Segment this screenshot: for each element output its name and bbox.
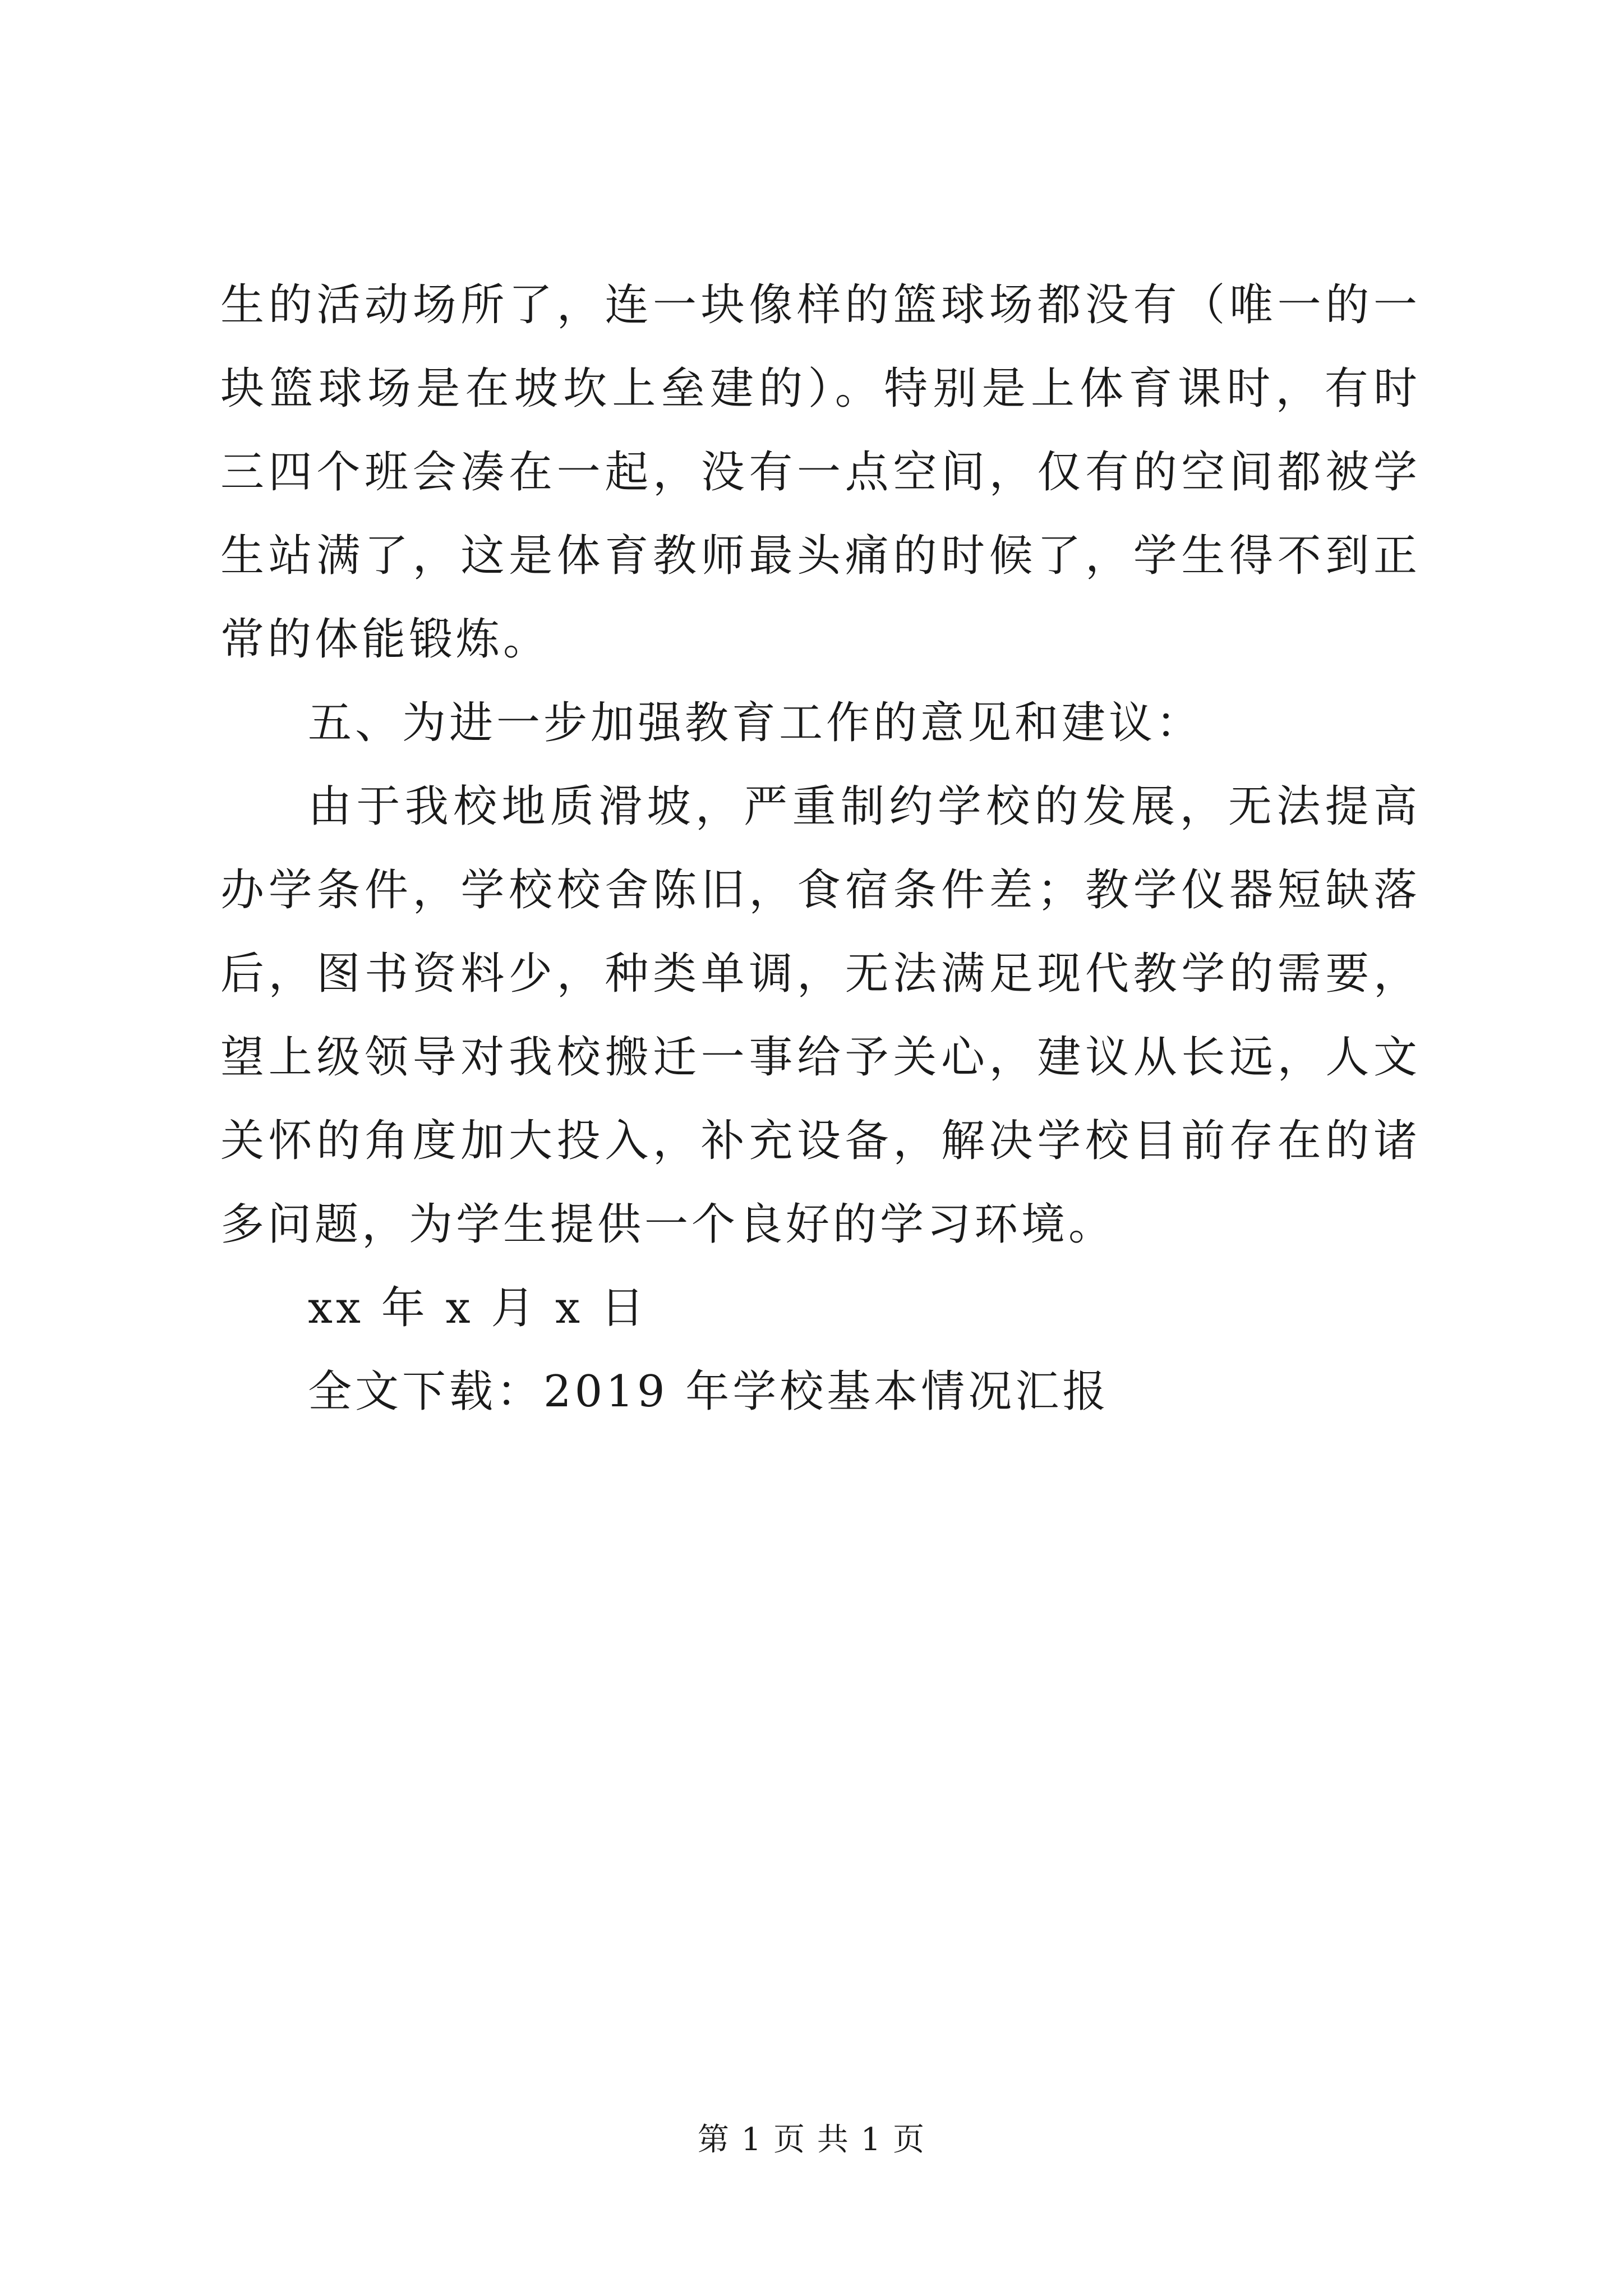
- section-heading-five: 五、为进一步加强教育工作的意见和建议：: [308, 698, 1204, 748]
- download-line: 全文下载：2019 年学校基本情况汇报: [308, 1366, 1110, 1417]
- date-line: xx 年 x 月 x 日: [308, 1283, 648, 1333]
- paragraph-suggestions: 由于我校地质滑坡，严重制约学校的发展，无法提高办学条件，学校校舍陈旧，食宿条件差；教学仪器短缺落后，图书资料少，种类单调，无法满足现代教学的需要，望上级领导对我校搬迁一事给予关心，建议从长远，人文关怀的角度加大投入，补充设备，解决学校目前存在的诸多问题，为学生提供一个良好的学习环境。: [220, 781, 1421, 1250]
- page-footer: 第 1 页 共 1 页: [697, 2122, 926, 2158]
- document-body: [220, 264, 1421, 1434]
- paragraph-continuation: 生的活动场所了，连一块像样的篮球场都没有（唯一的一块篮球场是在坡坎上垒建的）。特别是上体育课时，有时三四个班会凑在一起，没有一点空间，仅有的空间都被学生站满了，这是体育教师最头痛的时候了，学生得不到正常的体能锻炼。: [220, 280, 1421, 665]
